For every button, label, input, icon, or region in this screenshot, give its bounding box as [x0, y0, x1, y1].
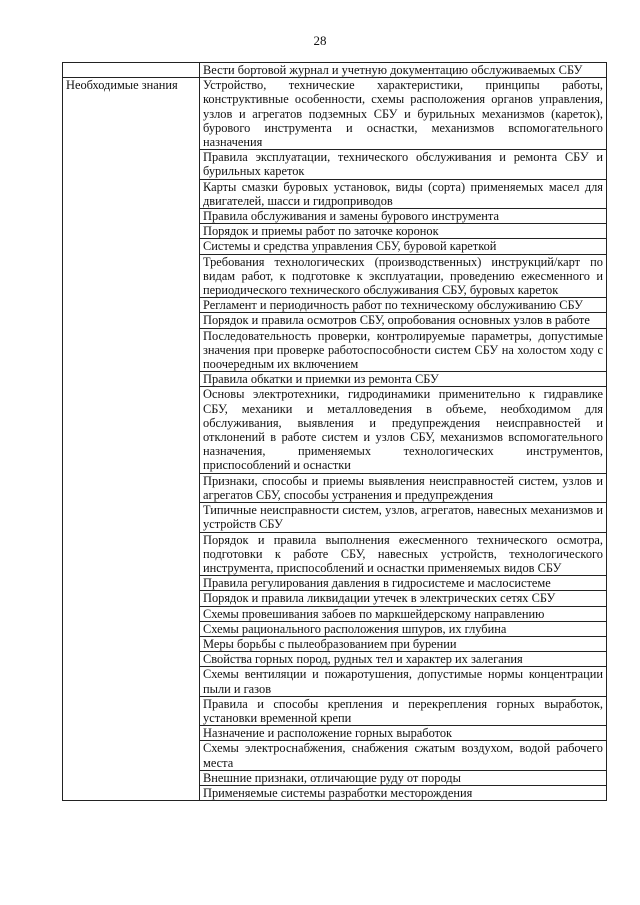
knowledge-item: Свойства горных пород, рудных тел и характер их залегания [200, 652, 607, 667]
page-number: 28 [313, 33, 327, 48]
knowledge-item: Порядок и приемы работ по заточке коронок [200, 224, 607, 239]
knowledge-item: Последовательность проверки, контролируемые параметры, допустимые значения при проверке работоспособности систем СБУ на холостом ходу с поочередным их включением [200, 328, 607, 372]
section-label: Необходимые знания [63, 78, 200, 801]
knowledge-item: Правила регулирования давления в гидросистеме и маслосистеме [200, 576, 607, 591]
knowledge-item: Основы электротехники, гидродинамики применительно к гидравлике СБУ, механики и металловедения в объеме, необходимом для обслуживания, выявления и предупреждения неисправностей и отклонений в работе систем и узлов СБУ, механизмов вспомогательного назначения, применяемых технологических инструментов, приспособлений и оснастки [200, 387, 607, 473]
knowledge-item: Применяемые системы разработки месторождения [200, 785, 607, 800]
row-label-empty [63, 63, 200, 78]
knowledge-item: Порядок и правила ликвидации утечек в электрических сетях СБУ [200, 591, 607, 606]
knowledge-item: Правила обслуживания и замены бурового инструмента [200, 209, 607, 224]
knowledge-item: Правила и способы крепления и перекрепления горных выработок, установки временной крепи [200, 696, 607, 725]
table-row [63, 78, 607, 150]
knowledge-item: Регламент и периодичность работ по техническому обслуживанию СБУ [200, 298, 607, 313]
table-row [63, 63, 607, 78]
knowledge-item: Схемы провешивания забоев по маркшейдерскому направлению [200, 606, 607, 621]
table-cell: Вести бортовой журнал и учетную документацию обслуживаемых СБУ [200, 63, 607, 78]
knowledge-item: Схемы вентиляции и пожаротушения, допустимые нормы концентрации пыли и газов [200, 667, 607, 696]
knowledge-item: Внешние признаки, отличающие руду от породы [200, 770, 607, 785]
knowledge-item: Признаки, способы и приемы выявления неисправностей систем, узлов и агрегатов СБУ, способы устранения и предупреждения [200, 473, 607, 502]
knowledge-item: Правила обкатки и приемки из ремонта СБУ [200, 372, 607, 387]
knowledge-item: Назначение и расположение горных выработок [200, 726, 607, 741]
knowledge-item: Правила эксплуатации, технического обслуживания и ремонта СБУ и бурильных кареток [200, 150, 607, 179]
knowledge-item: Устройство, технические характеристики, принципы работы, конструктивные особенности, схемы расположения органов управления, узлов и агрегатов подземных СБУ и бурильных механизмов (кареток), бурового инструмента и оснастки, механизмов вспомогательного назначения [200, 78, 607, 150]
knowledge-item: Схемы электроснабжения, снабжения сжатым воздухом, водой рабочего места [200, 741, 607, 770]
competency-table-body [63, 63, 607, 801]
knowledge-item: Системы и средства управления СБУ, буровой кареткой [200, 239, 607, 254]
knowledge-item: Схемы рационального расположения шпуров, их глубина [200, 621, 607, 636]
knowledge-item: Требования технологических (производственных) инструкций/карт по видам работ, к подготовке к эксплуатации, проведению ежесменного и периодического технического обслуживания СБУ, буровых кареток [200, 254, 607, 298]
knowledge-item: Порядок и правила осмотров СБУ, опробования основных узлов в работе [200, 313, 607, 328]
knowledge-item: Типичные неисправности систем, узлов, агрегатов, навесных механизмов и устройств СБУ [200, 503, 607, 532]
competency-table [62, 62, 607, 801]
knowledge-item: Карты смазки буровых установок, виды (сорта) применяемых масел для двигателей, шасси и гидроприводов [200, 179, 607, 208]
knowledge-item: Порядок и правила выполнения ежесменного технического осмотра, подготовки к работе СБУ, навесных устройств, технологического инструмента, приспособлений и оснастки применяемых видов СБУ [200, 532, 607, 576]
knowledge-item: Меры борьбы с пылеобразованием при бурении [200, 636, 607, 651]
